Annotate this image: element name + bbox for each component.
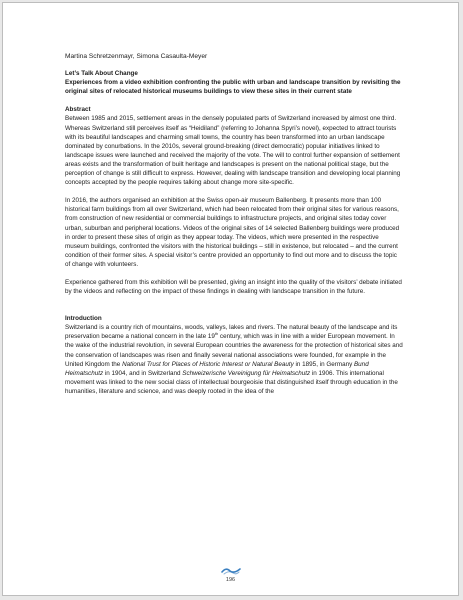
paper-title: Let’s Talk About Change [65,70,138,78]
introduction-paragraph [65,323,403,396]
abstract-paragraph-2: In 2016, the authors organised an exhibition at the Swiss open-air museum Ballenberg. It presents more than 100 historical farm buildings from all over Switzerland, which had been relocated from their original sites for various reasons, from construction of new residential or commercial buildings to infrastructure projects, and original sites today cover urban, suburban and peripheral locations. Videos of the original sites of 14 selected Ballenberg buildings were produced in order to present these sites of origin as they appear today. The videos, which were presented in the respective museum buildings, confronted the visitors with the historical buildings – still in existence, but relocated – and the current condition of their former sites. A special visitor’s centre provided an opportunity to find out more and to discuss the topic of change with volunteers. [65,197,400,268]
page-content [65,52,403,405]
intro-text-2: century, which was in line with a wider European movement. In the wake of the industrial revolution, in several European countries the awareness for the protection of historical sites and the conservation of landscapes was risen and finally several national associations were founded, for example in the United Kingdom the [65,333,403,368]
abstract-paragraph-1: Between 1985 and 2015, settlement areas in the densely populated parts of Switzerland increased by almost one third. Whereas Switzerland still perceives itself as “Heidiland” (referring to Johanna Spyri’s novel), expected to attract tourists with its beautiful landscapes and charming small towns, the country has been transformed into an urban landscape dominated by conurbations. In the 2010s, several ground-breaking (direct democratic) popular initiatives linked to landscape issues were launched and received the majority of the vote. The will to control further expansion of settlement areas exists and the transformation of built heritage and landscapes is present on the national political stage, but the perception of change is still difficult to express. However, dealing with landscape transition and developing local planning concepts accepted by the people requires talking about change more site-specific. [65,115,401,187]
paper-subtitle: Experiences from a video exhibition confronting the public with urban and landscape transition by revisiting the original sites of relocated historical museums buildings to view these sites in their current state [65,79,401,96]
intro-italic-1: National Trust for Places of Historic Interest or Natural Beauty [122,360,294,368]
intro-italic-3: Schweizerische Vereinigung für Heimatschutz [182,369,311,377]
page-footer [3,565,458,583]
section-gap [65,305,403,314]
intro-text-5: in 1906. This international movement was linked to the new social class of intellectual bourgeoisie that distinguished itself through education in the humanities, literature and science, and was deeply rooted in the idea of the [65,369,398,395]
page-number: 196 [225,577,236,583]
paper-page [2,2,459,596]
intro-text-3: in 1895, in Germany [293,360,354,368]
authors: Martina Schretzenmayr, Simona Casaulta-Meyer [65,53,208,60]
intro-superscript: th [214,331,219,337]
abstract-paragraph-3: Experience gathered from this exhibition will be presented, giving an insight into the quality of the visitors’ debate initiated by the videos and reflecting on the impact of these findings in dealing with landscape transition in the future. [65,278,402,296]
abstract-heading: Abstract [65,106,91,114]
intro-text-1: Switzerland is a country rich of mountains, woods, valleys, lakes and rivers. The natural beauty of the landscape and its preservation became a national concern in the late 19 [65,324,398,341]
intro-text-4: in 1904, and in Switzerland [103,369,183,377]
introduction-heading: Introduction [65,315,102,323]
intro-italic-2: Bund Heimatschutz [65,360,369,377]
wave-logo-icon [220,565,242,575]
